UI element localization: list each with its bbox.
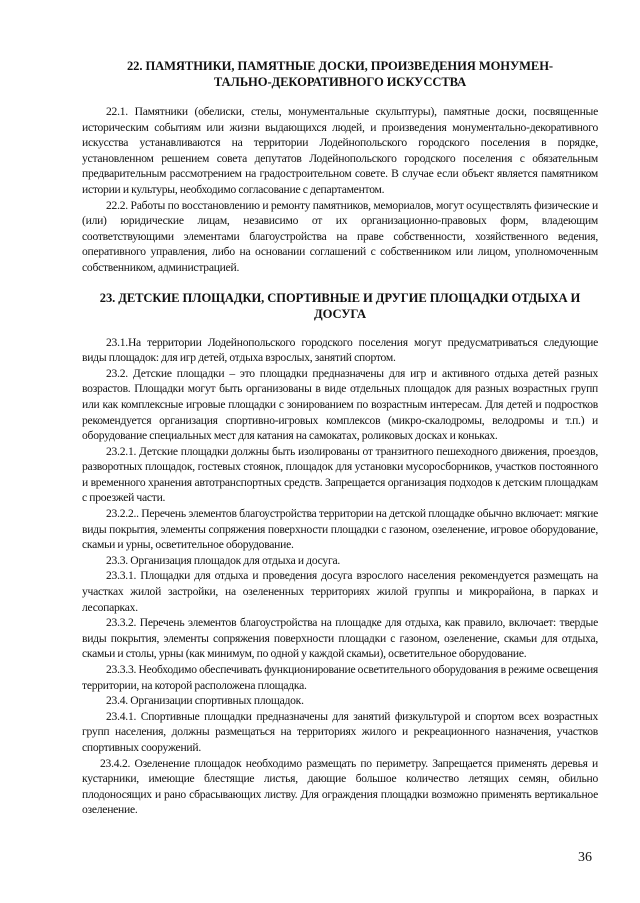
paragraph-23-4-1: 23.4.1. Спортивные площадки предназначены для занятий физкультурой и спортом всех возрастных групп населения, должны размещаться на территориях жилого и рекреационного назначения, участков спортивных сооружений. [82, 709, 598, 754]
page-content [82, 58, 598, 818]
paragraph-23-4-2: 23.4.2. Озеленение площадок необходимо размещать по периметру. Запрещается применять деревья и кустарники, имеющие блестящие листья, дающие большое количество летящих семян, обильно плодоносящих и рано сбрасывающих листву. Для ограждения площадки возможно применять вертикальное озеленение. [82, 756, 598, 817]
paragraph-23-2-2: 23.2.2.. Перечень элементов благоустройства территории на детской площадке обычно включает: мягкие виды покрытия, элементы сопряжения поверхности площадки с газоном, озеленение, игровое оборудование, скамьи и урны, осветительное оборудование. [82, 507, 598, 552]
section-22-heading [82, 58, 598, 90]
section-23-heading-line-1: 23. ДЕТСКИЕ ПЛОЩАДКИ, СПОРТИВНЫЕ И ДРУГИЕ ПЛОЩАДКИ ОТДЫХА И [99, 290, 581, 305]
section-22-heading-line-2: ТАЛЬНО-ДЕКОРАТИВНОГО ИСКУССТВА [213, 75, 467, 89]
paragraph-22-2: 22.2. Работы по восстановлению и ремонту памятников, мемориалов, могут осуществлять физические и (или) юридические лицам, независимо от их организационно-правовых форм, владеющим соответствующими элементами благоустройства на праве собственности, хозяйственного ведения, оперативного управления, либо на основании соглашений с собственником или лицом, уполномоченным собственником, администрацией. [82, 198, 598, 274]
paragraph-23-3-1: 23.3.1. Площадки для отдыха и проведения досуга взрослого населения рекомендуется размещать на участках жилой застройки, на озелененных территориях жилой группы и микрорайона, в парках и лесопарках. [82, 569, 598, 614]
paragraph-23-2-1: 23.2.1. Детские площадки должны быть изолированы от транзитного пешеходного движения, проездов, разворотных площадок, гостевых стоянок, площадок для установки мусоросборников, участков постоянного и временного хранения автотранспортных средств. Запрещается организация подходов к детским площадкам с проезжей части. [82, 444, 598, 505]
section-23-heading-line-2: ДОСУГА [314, 306, 366, 321]
paragraph-23-1: 23.1.На территории Лодейнопольского городского поселения могут предусматриваться следующие виды площадок: для игр детей, отдыха взрослых, занятий спортом. [82, 335, 598, 365]
paragraph-23-4: 23.4. Организации спортивных площадок. [106, 694, 304, 708]
page-number: 36 [578, 850, 592, 865]
paragraph-23-3-2: 23.3.2. Перечень элементов благоустройства на площадке для отдыха, как правило, включает: твердые виды покрытия, элементы сопряжения поверхности площадки с газоном, озеленение, скамьи для отдыха, скамьи и столы, урны (как минимум, по одной у каждой скамьи), осветительное оборудование. [82, 616, 598, 661]
paragraph-22-1: 22.1. Памятники (обелиски, стелы, монументальные скульптуры), памятные доски, посвященные историческим событиям или жизни выдающихся людей, и произведения монументально-декоративного искусства устанавливаются на территории Лодейнопольского городского поселения в порядке, установленном решением совета депутатов Лодейнопольского городского поселения с обязательным предварительным рассмотрением на градостроительном совете. В случае если объект является памятником истории и культуры, необходимо согласование с департаментом. [82, 105, 598, 196]
section-22-heading-line-1: 22. ПАМЯТНИКИ, ПАМЯТНЫЕ ДОСКИ, ПРОИЗВЕДЕНИЯ МОНУМЕН- [126, 59, 554, 73]
paragraph-23-3-3: 23.3.3. Необходимо обеспечивать функционирование осветительного оборудования в режиме освещения территории, на которой расположена площадка. [82, 663, 599, 692]
paragraph-23-2: 23.2. Детские площадки – это площадки предназначены для игр и активного отдыха детей разных возрастов. Площадки могут быть организованы в виде отдельных площадок для разных возрастных групп или как комплексные игровые площадки с зонированием по возрастным интересам. Для детей и подростков рекомендуется организация спортивно-игровых комплексов (микро-скалодромы, велодромы и т.п.) и оборудование специальных мест для катания на самокатах, роликовых досках и коньках. [82, 366, 598, 443]
paragraph-23-3: 23.3. Организация площадок для отдыха и досуга. [106, 553, 340, 567]
section-23-heading [82, 290, 598, 322]
